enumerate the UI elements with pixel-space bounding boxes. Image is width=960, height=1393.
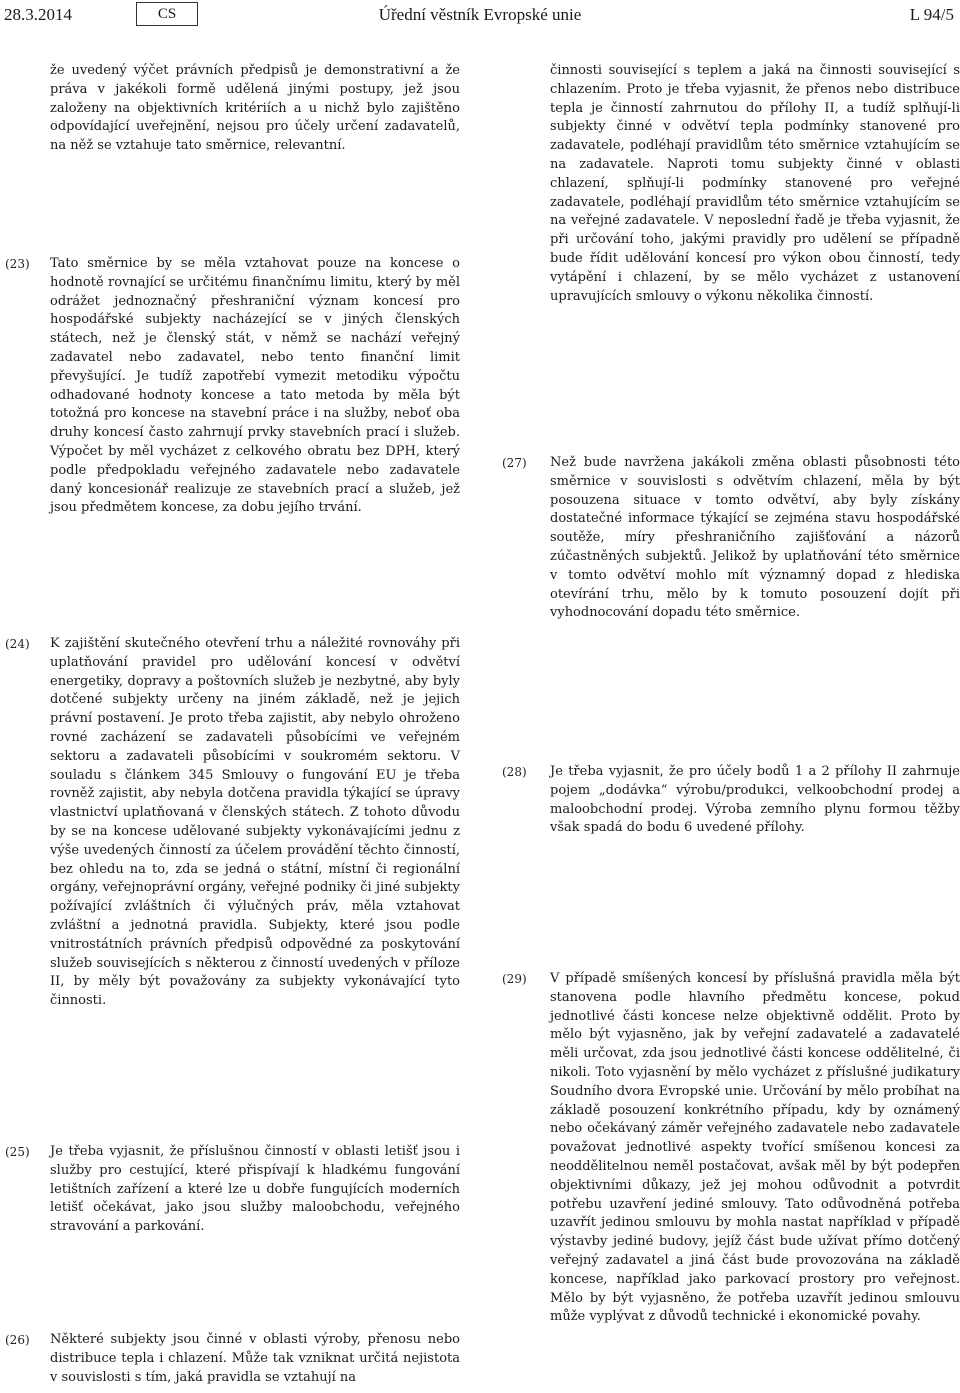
recital-number: (26) bbox=[5, 1333, 30, 1347]
recital-number: (23) bbox=[5, 257, 30, 271]
recital-number: (28) bbox=[502, 765, 527, 779]
page-header bbox=[0, 0, 960, 40]
recital-number: (27) bbox=[502, 456, 527, 470]
recital-26 bbox=[5, 1331, 460, 1387]
paragraph-text: Je třeba vyjasnit, že příslušnou činností v oblasti letišť jsou i služby pro cestující, které přispívají k hladkému fungování letištních zařízení a které lze u dobře fungujících moderních letišť očekávat, jako jsou služby maloobchodu, veřejného stravování a parkování. bbox=[50, 1144, 460, 1235]
recital-number: (24) bbox=[5, 637, 30, 651]
recital-28 bbox=[502, 763, 960, 838]
recital-29 bbox=[502, 970, 960, 1327]
publication-date: 28.3.2014 bbox=[4, 5, 72, 24]
paragraph-text: činnosti související s teplem a jaká na činnosti související s chlazením. Proto je třeba vyjasnit, že přenos nebo distribuce tepla je činností zahrnutou do přílohy II, a tudíž splňují-li subjekty činné v odvětví tepla podmínky stanovené pro zadavatele, podléhají pravidlům této směrnice vztahujícím se na zadavatele. Naproti tomu subjekty činné v oblasti chlazení, splňují-li podmínky stanovené pro veřejné zadavatele, podléhají pravidlům této směrnice vztahujícím se na veřejné zadavatele. V neposlední řadě je třeba vyjasnit, že při určování toho, jakými pravidly pro udělení se případně bude řídit udělování koncesí pro výkon obou činností, tedy vytápění i chlazení, by se mělo vycházet z ustanovení upravujících smlouvy o výkonu několika činností. bbox=[550, 63, 960, 304]
paragraph-text: že uvedený výčet právních předpisů je demonstrativní a že práva v jakékoli formě udělená jinými postupy, jež jsou založeny na objektivních kritériích a u nichž bylo zajištěno odpovídající uveřejnění, nejsou pro účely určení zadavatelů, na něž se vztahuje tato směrnice, relevantní. bbox=[50, 63, 460, 154]
language-box: CS bbox=[136, 2, 198, 26]
paragraph-text: Než bude navržena jakákoli změna oblasti působnosti této směrnice v souvislosti s odvětvím chlazení, měla by být posouzena situace v tomto odvětví, aby byly získány dostatečné informace týkající se zejména stavu hospodářské soutěže, míry přeshraničního zajišťování a názorů zúčastněných subjektů. Jelikož by uplatňování této směrnice v tomto odvětví mohlo mít významný dopad z hlediska otevírání trhu, mělo by k tomuto posouzení dojít při vyhodnocování dopadu této směrnice. bbox=[550, 455, 960, 621]
recital-number: (29) bbox=[502, 972, 527, 986]
continued-paragraph bbox=[550, 62, 960, 306]
paragraph-text: K zajištění skutečného otevření trhu a náležité rovnováhy při uplatňování pravidel pro udělování koncesí v odvětví energetiky, dopravy a poštovních služeb je nezbytné, aby byly dotčené subjekty určeny na jiném základě, než je jejich právní postavení. Je proto třeba zajistit, aby nebylo ohroženo rovné zacházení se zadavateli působícími ve veřejném sektoru a zadavateli působícími v soukromém sektoru. V souladu s článkem 345 Smlouvy o fungování EU je třeba rovněž zajistit, aby nebyla dotčena pravidla týkající se úpravy vlastnictví uplatňovaná v členských státech. Z tohoto důvodu by se na koncese udělované subjekty vykonávajícími jednu z výše uvedených činností za účelem provádění těchto činností, bez ohledu na to, zda se jedná o státní, místní či regionální orgány, veřejnoprávní orgány, veřejné podniky či jiné subjekty požívající zvláštních či výlučných práv, měla vztahovat zvláštní a jednotná pravidla. Subjekty, které jsou podle vnitrostátních právních předpisů odpovědné za poskytování služeb souvisejících s některou z činností uvedených v příloze II, by měly být považovány za subjekty vykonávající tyto činnosti. bbox=[50, 636, 460, 1009]
paragraph-text: Některé subjekty jsou činné v oblasti výroby, přenosu nebo distribuce tepla i chlazení. Může tak vzniknat určitá nejistota v souvislosti s tím, jaká pravidla se vztahují na bbox=[50, 1332, 460, 1385]
paragraph-text: Tato směrnice by se měla vztahovat pouze na koncese o hodnotě rovnající se určitému finančnímu limitu, který by měl odrážet jednoznačný přeshraniční význam koncesí pro hospodářské subjekty nacházející se v jiných členských státech, než je členský stát, v němž se nachází veřejný zadavatel nebo zadavatel, nebo tento finanční limit převyšující. Je tudíž zapotřebí vymezit metodiku výpočtu odhadované hodnoty koncese a tato metoda by měla být totožná pro koncese na stavební práce i na služby, neboť oba druhy koncesí často zahrnují prvky stavebních prací i služeb. Výpočet by měl vycházet z celkového obratu bez DPH, který podle předpokladu veřejného zadavatele nebo zadavatele daný koncesionář realizuje ze stavebních prací a služeb, jež jsou předmětem koncese, za dobu jejího trvání. bbox=[50, 256, 460, 516]
recital-24 bbox=[5, 635, 460, 1011]
journal-title: Úřední věstník Evropské unie bbox=[378, 5, 582, 24]
paragraph-text: Je třeba vyjasnit, že pro účely bodů 1 a 2 přílohy II zahrnuje pojem „dodávka“ výrobu/produkci, velkoobchodní prodej a maloobchodní prodej. Výroba zemního plynu formou těžby však spadá do bodu 6 uvedené přílohy. bbox=[550, 764, 960, 836]
recital-number: (25) bbox=[5, 1145, 30, 1159]
page-reference: L 94/5 bbox=[909, 5, 954, 24]
continued-paragraph bbox=[50, 62, 460, 156]
recital-25 bbox=[5, 1143, 460, 1237]
recital-23 bbox=[5, 255, 460, 518]
paragraph-text: V případě smíšených koncesí by příslušná pravidla měla být stanovena podle hlavního předmětu koncese, pokud jednotlivé části koncese nelze objektivně oddělit. Proto by mělo být vyjasněno, jak by veřejní zadavatelé a zadavatelé měli určovat, zda jsou jednotlivé části koncese oddělitelné, či nikoli. Toto vyjasnění by mělo vycházet z příslušné judikatury Soudního dvora Evropské unie. Určování by mělo probíhat na základě posouzení konkrétního případu, kdy by oznámený nebo očekávaný záměr veřejného zadavatele nebo zadavatele považovat jednotlivé aspekty tvořící smíšenou koncesi za neoddělitelnou neměl postačovat, avšak měl by být podepřen objektivními důkazy, jež jej mohou odůvodnit a potvrdit potřebu uzavření jediné smlouvy. Tato odůvodněná potřeba uzavřít jedinou smlouvu by mohla nastat například v případě výstavby jediné budovy, jejíž část bude užívat přímo dotčený veřejný zadavatel a jiná část bude provozována na základě koncese, například jako parkovací prostory pro veřejnost. Mělo by být vyjasněno, že potřeba uzavřít jedinou smlouvu může vyplývat z důvodů technické i ekonomické povahy. bbox=[550, 971, 960, 1325]
recital-27 bbox=[502, 454, 960, 623]
